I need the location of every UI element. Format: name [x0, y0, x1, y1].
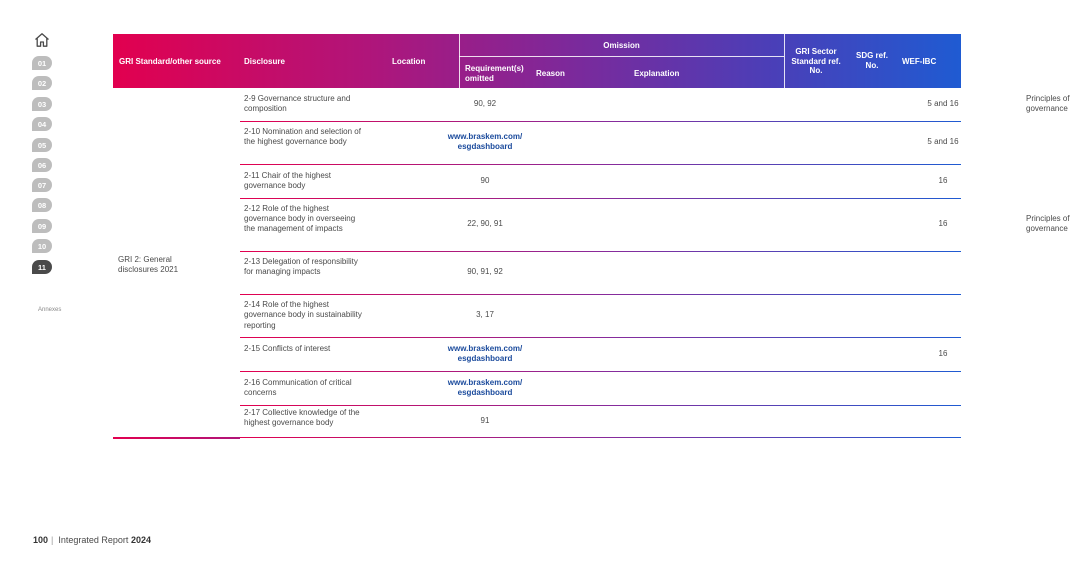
- nav-item-10[interactable]: 10: [32, 239, 52, 253]
- header-divider: [459, 56, 784, 57]
- header-standard: GRI Standard/other source: [119, 57, 221, 66]
- header-sdg: SDG ref. No.: [855, 51, 888, 70]
- table-row: [240, 199, 1070, 252]
- table-row: [240, 165, 961, 199]
- location-link[interactable]: www.braskem.com/ esgdashboard: [447, 377, 523, 397]
- footer-separator: |: [51, 535, 54, 545]
- nav-item-02[interactable]: 02: [32, 76, 52, 90]
- header-divider: [784, 34, 785, 88]
- sdg-cell: 5 and 16: [927, 98, 959, 108]
- header-omission: Omission: [603, 41, 640, 50]
- header-sector: GRI Sector Standard ref. No.: [791, 47, 841, 76]
- nav-item-05[interactable]: 05: [32, 138, 52, 152]
- wef-cell: Principles of governance: [1026, 214, 1070, 234]
- report-title: Integrated Report: [58, 535, 129, 545]
- table-row: [240, 295, 961, 338]
- nav-item-08[interactable]: 08: [32, 198, 52, 212]
- nav-item-07[interactable]: 07: [32, 178, 52, 192]
- nav-item-09[interactable]: 09: [32, 219, 52, 233]
- sdg-cell: 16: [938, 348, 948, 358]
- disclosure-cell: 2-10 Nomination and selection of the highest governance body: [244, 126, 361, 147]
- disclosure-cell: 2-15 Conflicts of interest: [244, 343, 331, 353]
- disclosure-cell: 2-16 Communication of critical concerns: [244, 377, 352, 397]
- sdg-cell: 16: [938, 219, 948, 229]
- table-row: [240, 88, 1070, 122]
- location-link[interactable]: www.braskem.com/ esgdashboard: [447, 132, 523, 152]
- gri-content-index-table: [113, 34, 1070, 428]
- header-reason: Reason: [536, 69, 565, 78]
- sdg-cell: 16: [938, 175, 948, 185]
- group-label: GRI 2: General disclosures 2021: [118, 255, 179, 275]
- location-link[interactable]: www.braskem.com/ esgdashboard: [447, 343, 523, 363]
- table-row: [240, 406, 961, 438]
- disclosure-cell: 2-11 Chair of the highest governance body: [244, 170, 332, 190]
- header-wef: WEF-IBC: [902, 57, 937, 66]
- table-header: [113, 34, 961, 88]
- disclosure-cell: 2-9 Governance structure and composition: [244, 93, 351, 113]
- nav-caption-annexes: Annexes: [38, 307, 62, 313]
- location-cell: 91: [480, 415, 490, 425]
- disclosure-cell: 2-12 Role of the highest governance body in overseeing the management of impacts: [244, 203, 356, 234]
- group-divider: [113, 437, 240, 439]
- page-footer: [33, 535, 151, 545]
- nav-item-11[interactable]: 11: [32, 260, 52, 274]
- table-row: [240, 338, 961, 372]
- report-year: 2024: [130, 535, 151, 545]
- header-requirements: Requirement(s) omitted: [465, 64, 524, 83]
- nav-item-04[interactable]: 04: [32, 117, 52, 131]
- location-cell: 3, 17: [476, 310, 494, 320]
- nav-item-06[interactable]: 06: [32, 158, 52, 172]
- table-row: [240, 372, 961, 406]
- nav-item-03[interactable]: 03: [32, 97, 52, 111]
- location-cell: 90: [480, 175, 490, 185]
- header-location: Location: [392, 57, 426, 66]
- header-disclosure: Disclosure: [244, 57, 285, 66]
- location-cell: 22, 90, 91: [467, 219, 503, 229]
- disclosure-cell: 2-17 Collective knowledge of the highest governance body: [244, 408, 360, 428]
- location-cell: 90, 92: [473, 98, 497, 108]
- table-row: [240, 122, 961, 165]
- header-explanation: Explanation: [634, 69, 680, 78]
- wef-cell: Principles of governance: [1026, 93, 1070, 113]
- location-cell: 90, 91, 92: [467, 267, 503, 277]
- sdg-cell: 5 and 16: [927, 137, 959, 147]
- home-icon[interactable]: [34, 32, 50, 48]
- nav-item-01[interactable]: 01: [32, 56, 52, 70]
- table-row: [240, 252, 961, 295]
- disclosure-cell: 2-14 Role of the highest governance body in sustainability reporting: [244, 299, 362, 330]
- disclosure-cell: 2-13 Delegation of responsibility for managing impacts: [244, 256, 358, 277]
- page-number: 100: [33, 535, 49, 545]
